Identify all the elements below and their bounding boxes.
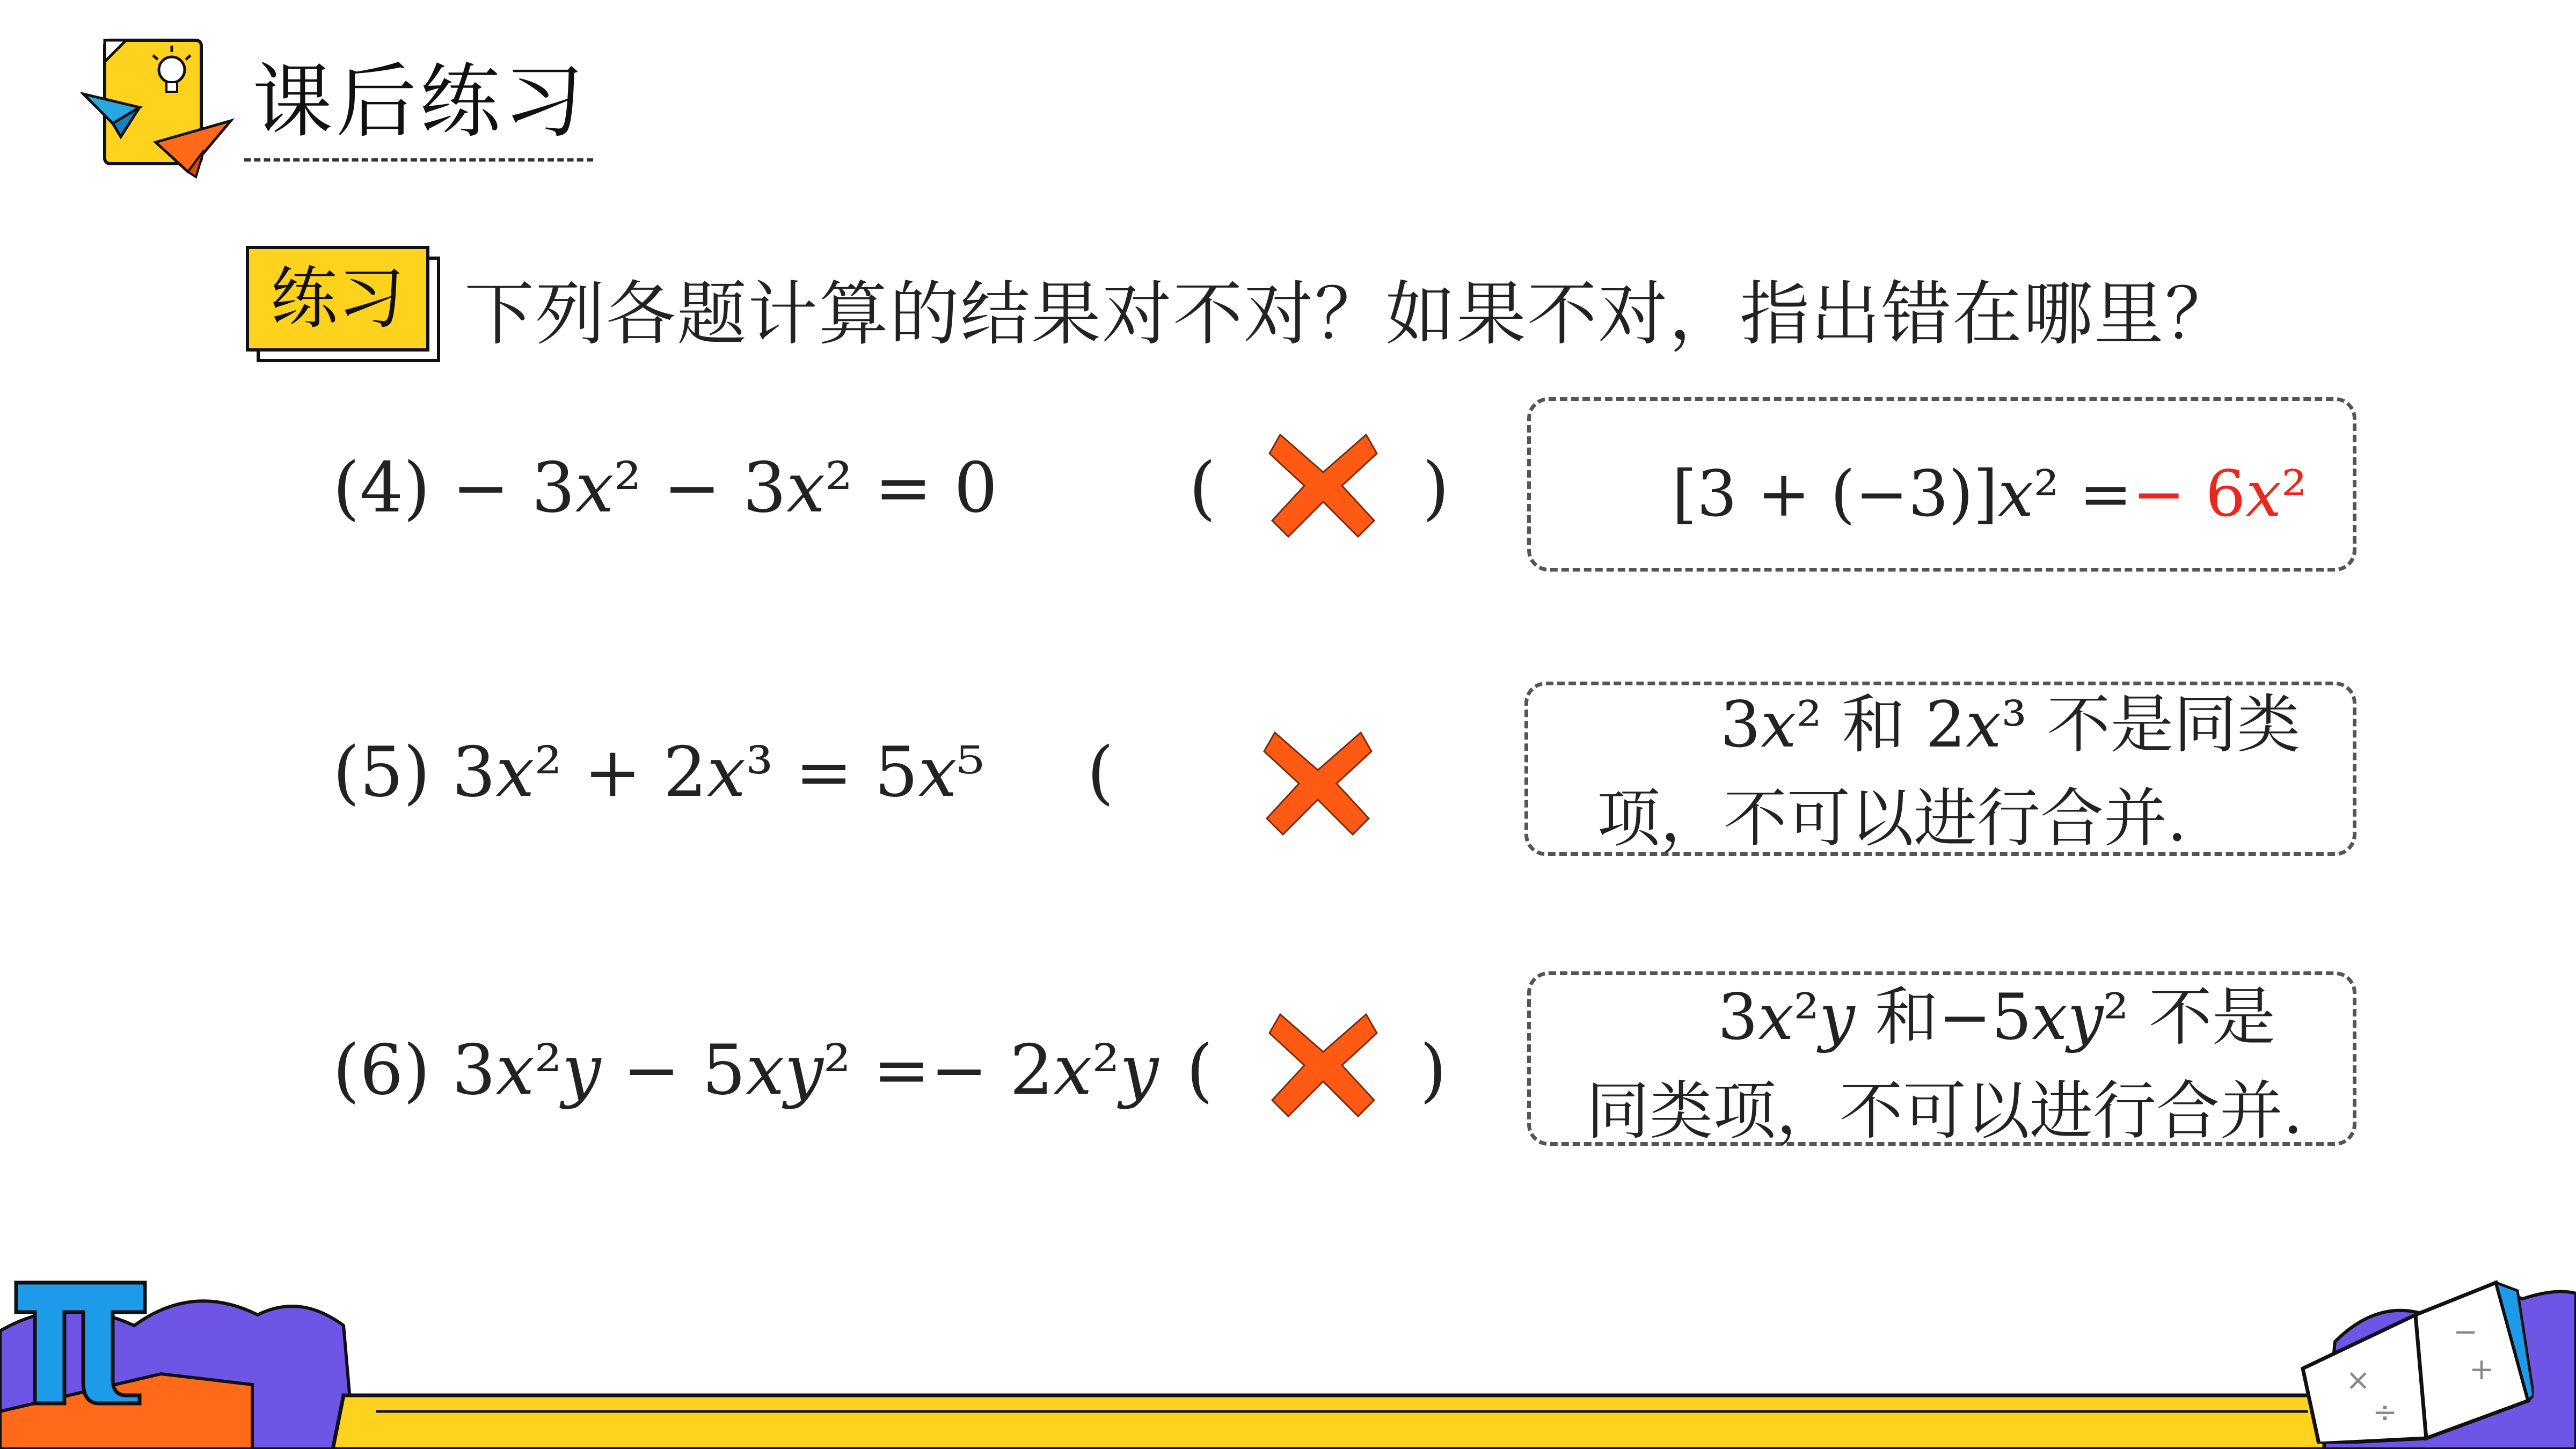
cross-mark-icon: [1259, 724, 1377, 843]
paren-open: (: [1087, 733, 1114, 813]
paren-open: (: [1189, 448, 1216, 528]
paper-planes-lightbulb-icon: [81, 35, 236, 180]
title-underline: [244, 158, 593, 162]
explanation-highlight: − 6𝑥²: [2132, 457, 2307, 531]
open-book-math-icon: [2292, 1277, 2534, 1444]
cross-mark-icon: [1264, 427, 1382, 545]
problem-4: [333, 445, 998, 531]
exercise-prompt: 下列各题计算的结果对不对？如果不对，指出错在哪里？: [464, 273, 2236, 355]
paren-close: ): [1420, 1030, 1447, 1110]
explanation-6-line1: 3𝑥²𝑦 和−5𝑥𝑦² 不是: [1718, 980, 2276, 1054]
problem-label: (4): [333, 448, 430, 528]
problem-expression: 3𝑥²𝑦 − 5𝑥𝑦² =− 2𝑥²𝑦: [452, 1030, 1159, 1110]
page-title: 课后练习: [252, 55, 588, 149]
svg-text:×: ×: [2346, 1363, 2371, 1397]
cross-mark-icon: [1264, 1006, 1382, 1124]
svg-text:+: +: [2469, 1352, 2494, 1386]
explanation-5-line1: 3𝑥² 和 2𝑥³ 不是同类: [1720, 687, 2301, 762]
problem-5: [333, 730, 984, 816]
explanation-prefix: [3 + (−3)]𝑥² =: [1672, 457, 2133, 531]
problem-expression: − 3𝑥² − 3𝑥² = 0: [452, 448, 998, 528]
problem-6: [333, 1028, 1158, 1114]
paren-open: (: [1186, 1030, 1213, 1110]
footer-decoration: [0, 1250, 2576, 1449]
exercise-badge: 练习: [246, 246, 429, 352]
problem-label: (5): [333, 733, 430, 813]
explanation-6-line2: 同类项，不可以进行合并.: [1586, 1074, 2303, 1148]
problem-label: (6): [333, 1030, 430, 1110]
svg-text:÷: ÷: [2373, 1395, 2398, 1429]
problem-expression: 3𝑥² + 2𝑥³ = 5𝑥⁵: [452, 733, 985, 813]
svg-text:−: −: [2453, 1314, 2478, 1349]
pi-symbol-icon: [11, 1272, 150, 1406]
explanation-5-line2: 项，不可以进行合并.: [1597, 781, 2187, 855]
paren-close: ): [1422, 448, 1449, 528]
explanation-4: [1672, 448, 2307, 539]
